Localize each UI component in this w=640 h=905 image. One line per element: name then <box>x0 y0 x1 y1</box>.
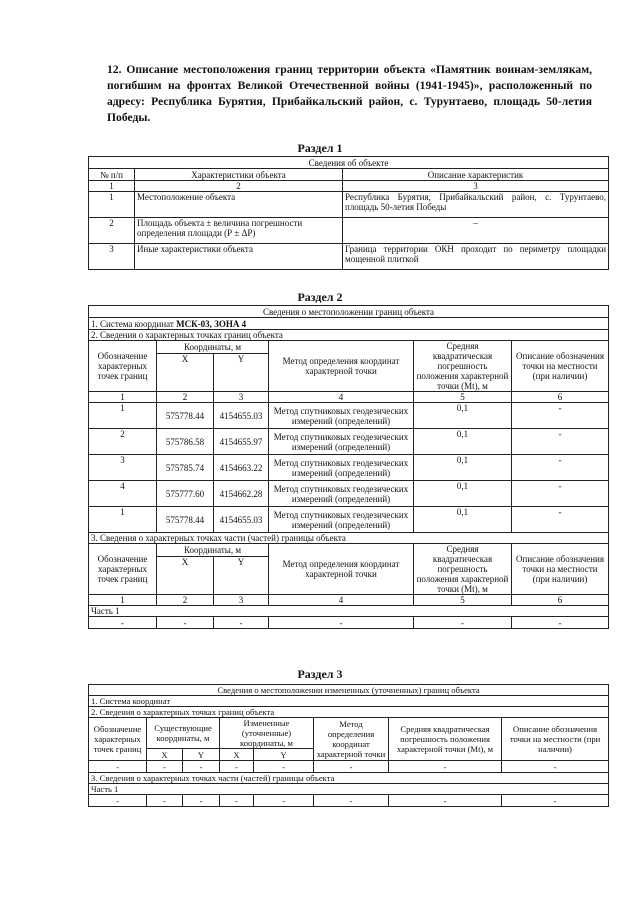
column-number: 1 <box>89 181 135 192</box>
empty-cell: - <box>220 761 254 773</box>
row-name: Местоположение объекта <box>135 192 343 218</box>
header-point-description: Описание обозначения точки на местности (при наличии) <box>512 544 609 595</box>
header-x: X <box>157 354 214 392</box>
part-label: Часть 1 <box>89 606 609 617</box>
table-row <box>89 761 609 773</box>
row-name: Иные характеристики объекта <box>135 244 343 270</box>
header-point: Обозначение характерных точек границ <box>89 718 147 761</box>
header-point-description: Описание обозначения точки на местности (при наличии) <box>502 718 609 761</box>
point-description: - <box>512 481 609 507</box>
section-2-caption: Сведения о местоположении границ объекта <box>89 306 609 318</box>
column-number: 5 <box>414 595 512 606</box>
part-label: Часть 1 <box>89 784 609 795</box>
column-number: 3 <box>343 181 609 192</box>
row-number: 2 <box>89 218 135 244</box>
point-id: 1 <box>89 507 157 533</box>
empty-cell: - <box>89 761 147 773</box>
section-3-caption: Сведения о местоположении измененных (уточненных) границ объекта <box>89 685 609 696</box>
table-row <box>89 244 609 270</box>
empty-cell: - <box>183 761 220 773</box>
column-number: 2 <box>157 392 214 403</box>
empty-cell: - <box>414 617 512 629</box>
row-description: Республика Бурятия, Прибайкальский район, с. Турунтаево, площадь 50-летия Победы <box>343 192 609 218</box>
point-method: Метод спутниковых геодезических измерений (определений) <box>269 455 414 481</box>
header-y: Y <box>254 749 314 761</box>
column-number: 4 <box>269 392 414 403</box>
empty-cell: - <box>89 617 157 629</box>
point-description: - <box>512 429 609 455</box>
empty-cell: - <box>314 761 389 773</box>
point-y: 4154655.03 <box>214 403 269 429</box>
header-x: X <box>157 557 214 595</box>
point-method: Метод спутниковых геодезических измерений (определений) <box>269 429 414 455</box>
header-changed-coordinates: Измененные (уточненные) координаты, м <box>220 718 314 749</box>
document-heading: 12. Описание местоположения границ территории объекта «Памятник воинам-землякам, погибшим на фронтах Великой Отечественной войны (1941-1945)», расположенный по адресу: Республика Бурятия, Прибайкальский район, с. Турунтаево, площадь 50-летия Победы. <box>107 63 592 124</box>
point-x: 575778.44 <box>157 403 214 429</box>
table-row <box>89 481 609 507</box>
empty-cell: - <box>502 761 609 773</box>
point-x: 575785.74 <box>157 455 214 481</box>
coordinate-system-label: 1. Система координат <box>91 318 177 329</box>
header-existing-coordinates: Существующие координаты, м <box>147 718 220 749</box>
point-y: 4154662.28 <box>214 481 269 507</box>
row-number: 1 <box>89 192 135 218</box>
points-subtitle: 2. Сведения о характерных точках границ объекта <box>89 707 609 718</box>
empty-cell: - <box>147 761 183 773</box>
empty-cell: - <box>220 795 254 807</box>
header-error: Средняя квадратическая погрешность положения характерной точки (Mt), м <box>414 341 512 392</box>
header-y: Y <box>183 749 220 761</box>
section-2-title: Раздел 2 <box>297 290 343 304</box>
part-points-subtitle: 3. Сведения о характерных точках части (частей) границы объекта <box>89 533 609 544</box>
empty-cell: - <box>389 795 502 807</box>
row-number: 3 <box>89 244 135 270</box>
point-method: Метод спутниковых геодезических измерений (определений) <box>269 403 414 429</box>
part-points-subtitle: 3. Сведения о характерных точках части (частей) границы объекта <box>89 773 609 784</box>
empty-cell: - <box>389 761 502 773</box>
header-coordinates: Координаты, м <box>157 341 269 354</box>
header-point: Обозначение характерных точек границ <box>89 341 157 392</box>
section-3-table <box>88 684 609 807</box>
table-row <box>89 192 609 218</box>
point-error: 0,1 <box>414 455 512 481</box>
empty-cell: - <box>512 617 609 629</box>
point-id: 4 <box>89 481 157 507</box>
point-id: 1 <box>89 403 157 429</box>
header-description: Описание характеристик <box>343 169 609 181</box>
point-error: 0,1 <box>414 403 512 429</box>
column-number: 2 <box>157 595 214 606</box>
point-description: - <box>512 403 609 429</box>
coordinate-system-row: 1. Система координат <box>89 696 609 707</box>
column-number: 4 <box>269 595 414 606</box>
column-number: 1 <box>89 392 157 403</box>
section-1-caption: Сведения об объекте <box>89 157 609 169</box>
section-2-table <box>88 305 609 629</box>
empty-cell: - <box>183 795 220 807</box>
header-error: Средняя квадратическая погрешность положения характерной точки (Mt), м <box>414 544 512 595</box>
header-point: Обозначение характерных точек границ <box>89 544 157 595</box>
header-method: Метод определения координат характерной точки <box>269 544 414 595</box>
empty-cell: - <box>314 795 389 807</box>
header-y: Y <box>214 557 269 595</box>
point-x: 575777.60 <box>157 481 214 507</box>
column-number: 2 <box>135 181 343 192</box>
table-row <box>89 507 609 533</box>
table-row <box>89 218 609 244</box>
point-method: Метод спутниковых геодезических измерений (определений) <box>269 507 414 533</box>
coordinate-system-row <box>89 318 609 330</box>
point-id: 2 <box>89 429 157 455</box>
column-number: 6 <box>512 595 609 606</box>
column-number: 3 <box>214 392 269 403</box>
section-3-title: Раздел 3 <box>297 667 343 681</box>
empty-cell: - <box>269 617 414 629</box>
column-number: 3 <box>214 595 269 606</box>
table-row <box>89 429 609 455</box>
point-x: 575778.44 <box>157 507 214 533</box>
table-row <box>89 403 609 429</box>
row-description: Граница территории ОКН проходит по периметру площадки мощенной плиткой <box>343 244 609 270</box>
header-method: Метод определения координат характерной точки <box>314 718 389 761</box>
empty-cell: - <box>254 795 314 807</box>
point-method: Метод спутниковых геодезических измерений (определений) <box>269 481 414 507</box>
point-error: 0,1 <box>414 507 512 533</box>
header-number: № п/п <box>89 169 135 181</box>
point-y: 4154663.22 <box>214 455 269 481</box>
table-row <box>89 617 609 629</box>
column-number: 1 <box>89 595 157 606</box>
point-error: 0,1 <box>414 429 512 455</box>
column-number: 6 <box>512 392 609 403</box>
header-point-description: Описание обозначения точки на местности (при наличии) <box>512 341 609 392</box>
points-subtitle: 2. Сведения о характерных точках границ объекта <box>89 330 609 341</box>
header-x: X <box>147 749 183 761</box>
header-y: Y <box>214 354 269 392</box>
point-description: - <box>512 455 609 481</box>
header-coordinates: Координаты, м <box>157 544 269 557</box>
point-description: - <box>512 507 609 533</box>
point-x: 575786.58 <box>157 429 214 455</box>
table-row <box>89 795 609 807</box>
header-characteristics: Характеристики объекта <box>135 169 343 181</box>
point-error: 0,1 <box>414 481 512 507</box>
column-number: 5 <box>414 392 512 403</box>
empty-cell: - <box>157 617 214 629</box>
empty-cell: - <box>254 761 314 773</box>
empty-cell: - <box>89 795 147 807</box>
empty-cell: - <box>147 795 183 807</box>
section-1-title: Раздел 1 <box>297 141 343 155</box>
empty-cell: - <box>502 795 609 807</box>
point-y: 4154655.97 <box>214 429 269 455</box>
empty-cell: - <box>214 617 269 629</box>
point-y: 4154655.03 <box>214 507 269 533</box>
point-id: 3 <box>89 455 157 481</box>
row-description: – <box>343 218 609 244</box>
table-row <box>89 455 609 481</box>
header-error: Средняя квадратическая погрешность положения характерной точки (Mt), м <box>389 718 502 761</box>
row-name: Площадь объекта ± величина погрешности определения площади (Р ± ΔР) <box>135 218 343 244</box>
header-method: Метод определения координат характерной точки <box>269 341 414 392</box>
section-1-table <box>88 156 609 270</box>
header-x: X <box>220 749 254 761</box>
coordinate-system-value: МСК-03, ЗОНА 4 <box>176 318 247 329</box>
